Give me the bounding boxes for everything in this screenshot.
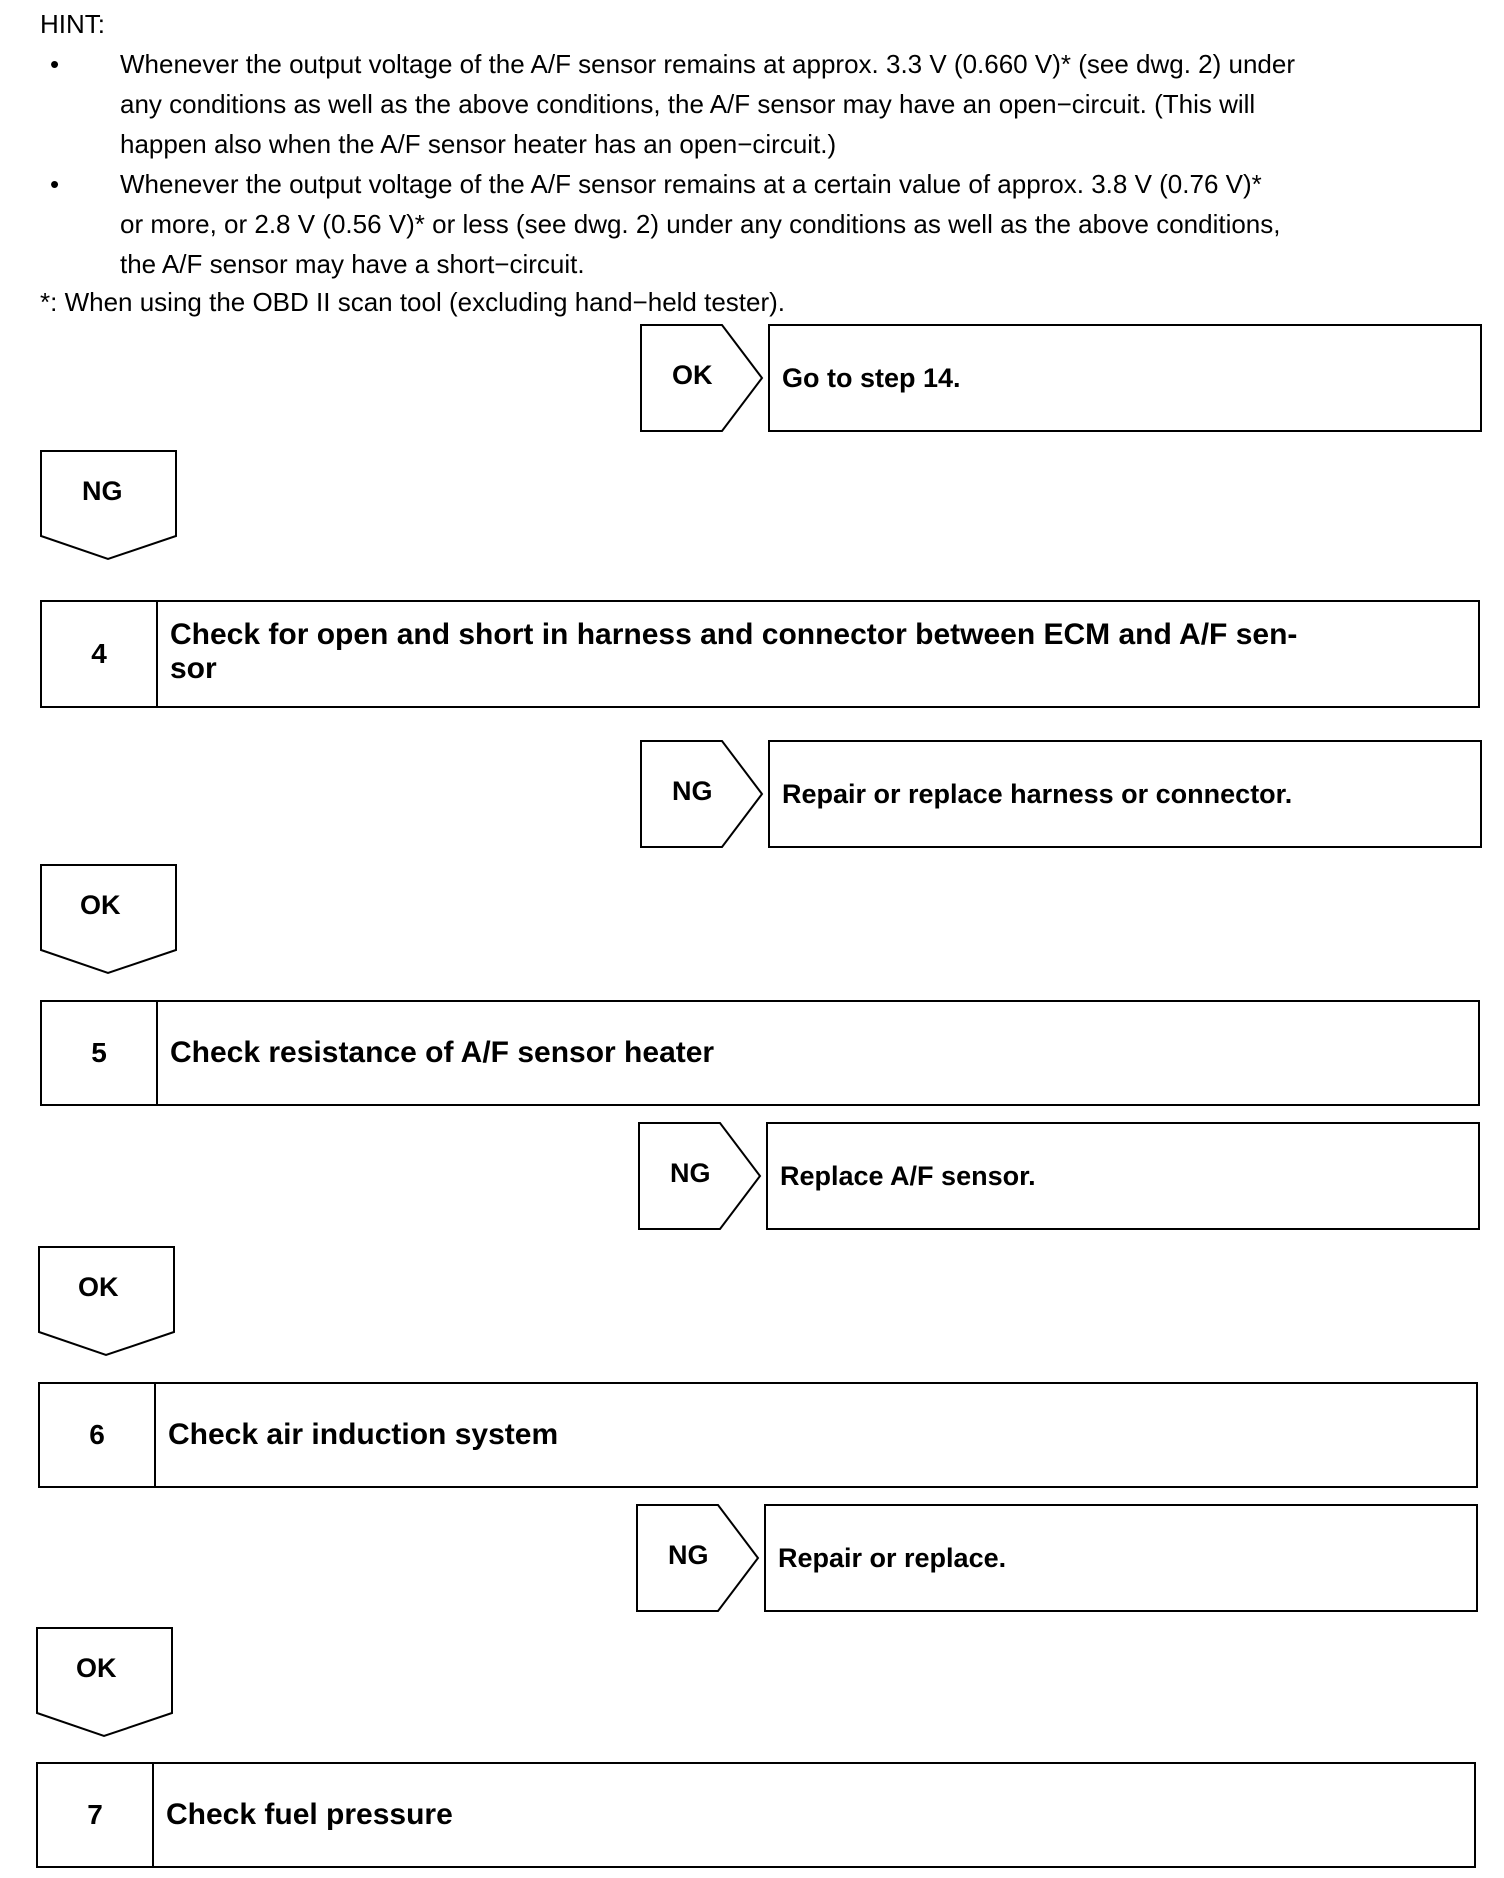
step-5-box[interactable] (40, 1000, 1480, 1106)
hint-text: happen also when the A/F sensor heater has an open−circuit.) (120, 129, 837, 159)
bullet-icon: • (50, 49, 60, 79)
step-4-box[interactable] (40, 600, 1480, 708)
branch-label-ng: NG (670, 1158, 711, 1188)
hint-text: Whenever the output voltage of the A/F sensor remains at approx. 3.3 V (0.660 V)* (see dwg. 2) under (120, 49, 1295, 79)
bullet-icon: • (50, 169, 60, 199)
branch-label-ok: OK (76, 1653, 117, 1683)
branch-label-ng: NG (668, 1540, 709, 1570)
hint-text: the A/F sensor may have a short−circuit. (120, 249, 585, 279)
step-number: 6 (40, 1384, 156, 1486)
footnote: *: When using the OBD II scan tool (excluding hand−held tester). (40, 287, 786, 317)
step-number: 4 (42, 602, 158, 706)
result-box[interactable]: Repair or replace. (764, 1504, 1478, 1612)
step-title: Check air induction system (168, 1418, 559, 1451)
result-box[interactable]: Replace A/F sensor. (766, 1122, 1480, 1230)
branch-label-ok: OK (78, 1272, 119, 1302)
branch-label-ng: NG (82, 476, 123, 506)
step-title: Check resistance of A/F sensor heater (170, 1036, 715, 1069)
step-title-line: sor (170, 652, 217, 685)
step-number: 7 (38, 1764, 154, 1866)
step-7-box[interactable] (36, 1762, 1476, 1868)
branch-label-ok: OK (80, 890, 121, 920)
result-box[interactable]: Repair or replace harness or connector. (768, 740, 1482, 848)
hint-text: any conditions as well as the above conditions, the A/F sensor may have an open−circuit. (This will (120, 89, 1256, 119)
step-title: Check fuel pressure (166, 1798, 453, 1831)
step-title-line: Check for open and short in harness and connector between ECM and A/F sen- (170, 618, 1298, 651)
branch-label-ng: NG (672, 776, 713, 806)
step-title (158, 602, 1478, 706)
step-6-box[interactable] (38, 1382, 1478, 1488)
hint-heading: HINT: (40, 9, 105, 39)
result-box[interactable]: Go to step 14. (768, 324, 1482, 432)
hint-text: Whenever the output voltage of the A/F sensor remains at a certain value of approx. 3.8 V (0.76 V)* (120, 169, 1262, 199)
hint-text: or more, or 2.8 V (0.56 V)* or less (see dwg. 2) under any conditions as well as the above conditions, (120, 209, 1281, 239)
step-number: 5 (42, 1002, 158, 1104)
branch-label-ok: OK (672, 360, 713, 390)
